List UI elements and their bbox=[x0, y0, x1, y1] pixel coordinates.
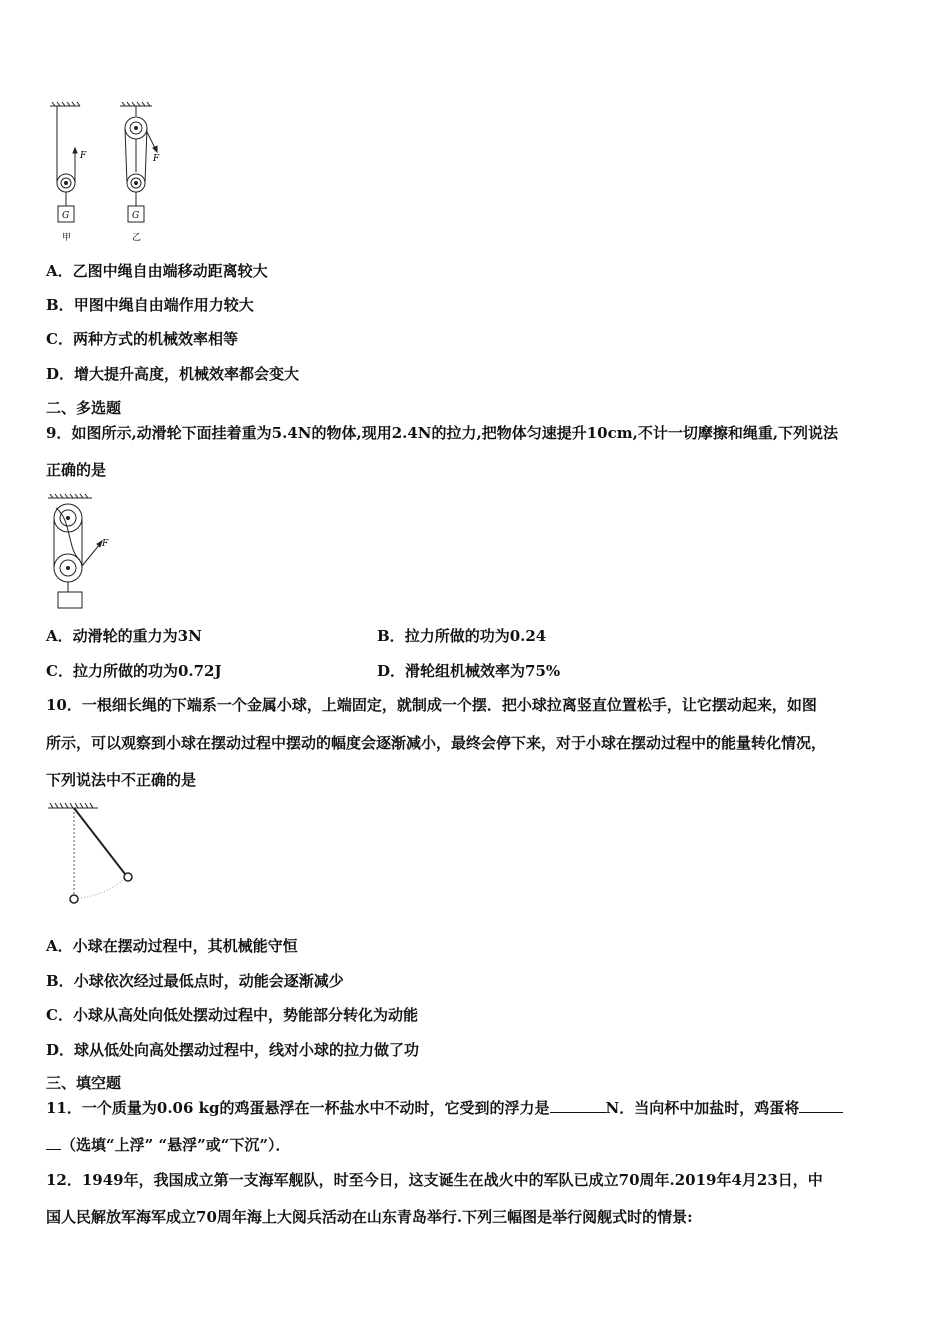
ceiling-q9 bbox=[48, 494, 92, 498]
q9-option-c[interactable]: C．拉力所做的功为0.72J bbox=[46, 662, 222, 680]
q8-option-b[interactable]: B．甲图中绳自由端作用力较大 bbox=[46, 296, 254, 314]
q10-stem-line3: 下列说法中不正确的是 bbox=[46, 771, 197, 789]
q11-blank-2b[interactable] bbox=[46, 1135, 61, 1150]
q10-option-a[interactable]: A．小球在摆动过程中，其机械能守恒 bbox=[46, 937, 298, 955]
q10-option-c[interactable]: C．小球从高处向低处摆动过程中，势能部分转化为动能 bbox=[46, 1006, 418, 1024]
q10-option-d[interactable]: D．球从低处向高处摆动过程中，线对小球的拉力做了功 bbox=[46, 1041, 420, 1059]
ceiling-jia bbox=[50, 102, 80, 106]
ceiling-q10 bbox=[48, 803, 98, 808]
q9-option-a[interactable]: A．动滑轮的重力为3N bbox=[46, 627, 202, 645]
q10-pendulum-figure bbox=[44, 798, 144, 910]
q12-stem-line2: 国人民解放军海军成立70周年海上大阅兵活动在山东青岛举行.下列三幅图是举行阅舰式时的情景: bbox=[46, 1208, 693, 1226]
q9-stem-line2: 正确的是 bbox=[46, 461, 107, 479]
section-title-multi-choice: 二、多选题 bbox=[46, 399, 122, 417]
label-f-jia: F bbox=[80, 151, 87, 161]
ball-rest bbox=[70, 895, 78, 903]
q10-option-b[interactable]: B．小球依次经过最低点时，动能会逐渐减少 bbox=[46, 972, 344, 990]
pulley-yi bbox=[125, 106, 157, 222]
label-g-jia: G bbox=[62, 211, 70, 221]
q9-option-b[interactable]: B．拉力所做的功为0.24 bbox=[377, 627, 547, 645]
q12-stem-line1: 12．1949年，我国成立第一支海军舰队，时至今日，这支诞生在战火中的军队已成立70周年.2019年4月23日，中 bbox=[46, 1171, 823, 1189]
swing-arc bbox=[78, 878, 126, 898]
q8-option-a[interactable]: A．乙图中绳自由端移动距离较大 bbox=[46, 262, 268, 280]
q10-stem-line2: 所示，可以观察到小球在摆动过程中摆动的幅度会逐渐减小，最终会停下来，对于小球在摆动过程中的能量转化情况， bbox=[46, 734, 827, 752]
q11-blank-1[interactable] bbox=[550, 1098, 606, 1113]
ball-displaced bbox=[124, 873, 132, 881]
q8-option-d[interactable]: D．增大提升高度，机械效率都会变大 bbox=[46, 365, 300, 383]
q11-blank-2a[interactable] bbox=[799, 1098, 843, 1113]
ceiling-yi bbox=[120, 102, 152, 106]
q8-option-c[interactable]: C．两种方式的机械效率相等 bbox=[46, 330, 238, 348]
q9-pulley-figure bbox=[42, 490, 122, 615]
label-jia: 甲 bbox=[62, 233, 72, 243]
q9-option-d[interactable]: D．滑轮组机械效率为75% bbox=[377, 662, 561, 680]
label-f-q9: F bbox=[102, 539, 109, 549]
label-yi: 乙 bbox=[132, 233, 142, 243]
pulleys-q9 bbox=[54, 504, 102, 608]
q8-pulley-figure bbox=[40, 98, 170, 246]
pendulum-string bbox=[74, 808, 125, 874]
q10-stem-line1: 10．一根细长绳的下端系一个金属小球，上端固定，就制成一个摆．把小球拉离竖直位置松手，让它摆动起来，如图 bbox=[46, 696, 817, 714]
label-g-yi: G bbox=[132, 211, 140, 221]
section-title-fill-blank: 三、填空题 bbox=[46, 1074, 122, 1092]
q11-stem-line1: 11．一个质量为0.06 kg的鸡蛋悬浮在一杯盐水中不动时，它受到的浮力是 N．当向杯中加盐时，鸡蛋将 bbox=[46, 1098, 843, 1118]
q11-stem-line2: （选填“上浮” “悬浮”或“下沉”）． bbox=[46, 1135, 291, 1155]
label-f-yi: F bbox=[153, 154, 160, 164]
pulley-jia bbox=[57, 106, 77, 222]
q9-stem-line1: 9．如图所示,动滑轮下面挂着重为5.4N的物体,现用2.4N的拉力,把物体匀速提升10cm,不计一切摩擦和绳重,下列说法 bbox=[46, 424, 839, 442]
